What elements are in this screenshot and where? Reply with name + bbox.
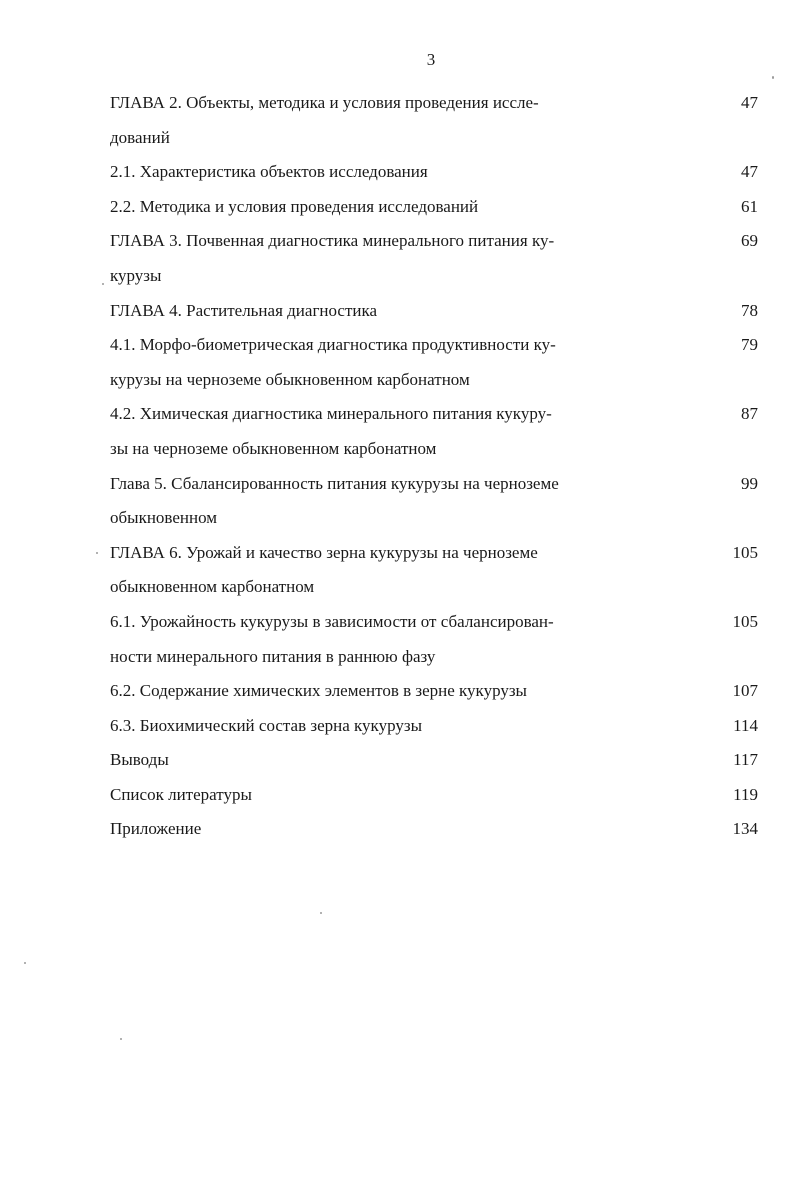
toc-title-line: ности минерального питания в раннюю фазу: [110, 646, 436, 666]
scan-speck: [772, 76, 774, 79]
toc-entry-references: [110, 778, 758, 813]
toc-title-line: 2.2. Методика и условия проведения исследований: [110, 196, 479, 216]
toc-entry-section-6-3: [110, 709, 758, 744]
toc-entry-section-4-1: [110, 328, 758, 397]
toc-entry-title: [110, 155, 615, 190]
toc-entry-chapter-5: [110, 467, 758, 536]
toc-title-line: 4.1. Морфо-биометрическая диагностика продуктивности ку-: [110, 335, 556, 355]
toc-entry-chapter-3: [110, 224, 758, 293]
toc-entry-page: 87: [741, 404, 758, 424]
toc-entry-section-6-2: [110, 674, 758, 709]
toc-title-line: 6.1. Урожайность кукурузы в зависимости от сбалансирован-: [110, 611, 554, 631]
toc-entry-conclusions: [110, 743, 758, 778]
toc-entry-page: 105: [732, 611, 758, 631]
table-of-contents: [110, 86, 758, 847]
scan-speck: [24, 962, 26, 964]
toc-entry-title: [110, 709, 615, 744]
scan-speck: [320, 912, 322, 914]
toc-entry-page: 47: [741, 93, 758, 112]
toc-entry-chapter-6: [110, 536, 758, 605]
toc-entry-page: 79: [741, 335, 758, 355]
scan-speck: [102, 283, 104, 285]
toc-title-line: ГЛАВА 3. Почвенная диагностика минерального питания ку-: [110, 231, 555, 251]
toc-title-line: Глава 5. Сбалансированность питания кукурузы на черноземе: [110, 473, 559, 493]
toc-entry-title: [110, 605, 615, 674]
toc-entry-chapter-4: [110, 294, 758, 329]
scan-speck: [96, 552, 98, 554]
toc-entry-chapter-2: [110, 86, 758, 155]
toc-title-line: зы на черноземе обыкновенном карбонатном: [110, 438, 437, 458]
toc-entry-page: 69: [741, 231, 758, 251]
toc-entry-title: [110, 778, 615, 813]
toc-title-line: Приложение: [110, 819, 202, 839]
toc-entry-page: 105: [732, 542, 758, 562]
scan-speck: [120, 1038, 122, 1040]
toc-title-line: обыкновенном: [110, 508, 218, 528]
toc-entry-title: [110, 294, 615, 329]
toc-entry-title: [110, 536, 615, 605]
toc-entry-section-4-2: [110, 397, 758, 466]
toc-title-line: 4.2. Химическая диагностика минерального питания кукуру-: [110, 404, 552, 424]
toc-title-line: ГЛАВА 2. Объекты, методика и условия проведения иссле-: [110, 93, 539, 112]
toc-title-line: курузы: [110, 265, 162, 285]
toc-title-line: 2.1. Характеристика объектов исследования: [110, 162, 428, 182]
toc-entry-page: 99: [741, 473, 758, 493]
toc-title-line: 6.3. Биохимический состав зерна кукурузы: [110, 715, 422, 735]
toc-title-line: ГЛАВА 6. Урожай и качество зерна кукурузы на черноземе: [110, 542, 538, 562]
toc-entry-section-6-1: [110, 605, 758, 674]
toc-entry-section-2-2: [110, 190, 758, 225]
toc-title-line: Список литературы: [110, 784, 252, 804]
toc-entry-page: 134: [732, 819, 758, 839]
toc-entry-page: 119: [733, 784, 758, 804]
toc-title-line: 6.2. Содержание химических элементов в зерне кукурузы: [110, 681, 527, 701]
toc-title-line: курузы на черноземе обыкновенном карбонатном: [110, 369, 470, 389]
toc-entry-page: 114: [733, 715, 758, 735]
toc-entry-page: 78: [741, 300, 758, 320]
toc-entry-title: [110, 397, 615, 466]
toc-title-line: обыкновенном карбонатном: [110, 577, 315, 597]
toc-entry-appendix: [110, 812, 758, 847]
toc-entry-title: [110, 224, 615, 293]
toc-entry-title: [110, 190, 615, 225]
toc-entry-page: 61: [741, 196, 758, 216]
toc-entry-page: 117: [733, 750, 758, 770]
toc-title-line: Выводы: [110, 750, 169, 770]
toc-entry-page: 107: [732, 681, 758, 701]
toc-entry-title: [110, 743, 615, 778]
toc-entry-title: [110, 328, 615, 397]
toc-entry-page: 47: [741, 162, 758, 182]
toc-entry-title: [110, 467, 615, 536]
toc-entry-title: [110, 812, 615, 847]
toc-title-line: ГЛАВА 4. Растительная диагностика: [110, 300, 378, 320]
toc-entry-title: [110, 86, 615, 155]
toc-entry-section-2-1: [110, 155, 758, 190]
page-number: 3: [426, 50, 436, 69]
toc-entry-title: [110, 674, 615, 709]
toc-title-line: дований: [110, 127, 170, 147]
